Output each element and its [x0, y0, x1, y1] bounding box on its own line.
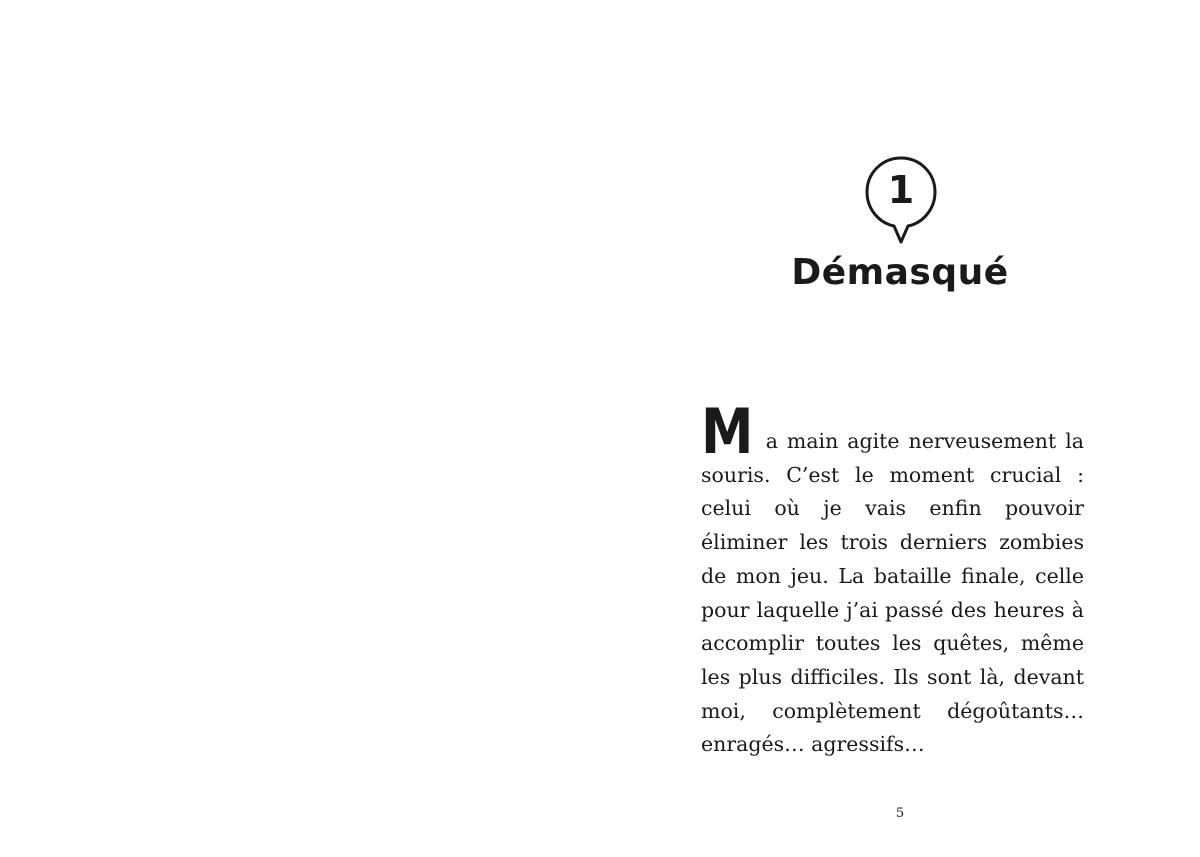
- chapter-title: Démasqué: [791, 252, 1009, 293]
- speech-bubble-icon: [862, 154, 940, 246]
- right-page: [600, 0, 1200, 857]
- chapter-number: 1: [887, 168, 915, 212]
- drop-cap: M: [701, 395, 754, 468]
- chapter-body-text: [701, 395, 1084, 762]
- body-paragraph: a main agite nerveusement la souris. C’est le moment crucial : celui où je vais enfin pouvoir éliminer les trois derniers zombies de mon jeu. La bataille finale, celle pour laquelle j’ai passé des heures à accomplir toutes les quêtes, même les plus difficiles. Ils sont là, devant moi, complètement dégoûtants… enragés… agressifs…: [701, 429, 1084, 757]
- page-number: 5: [895, 806, 905, 821]
